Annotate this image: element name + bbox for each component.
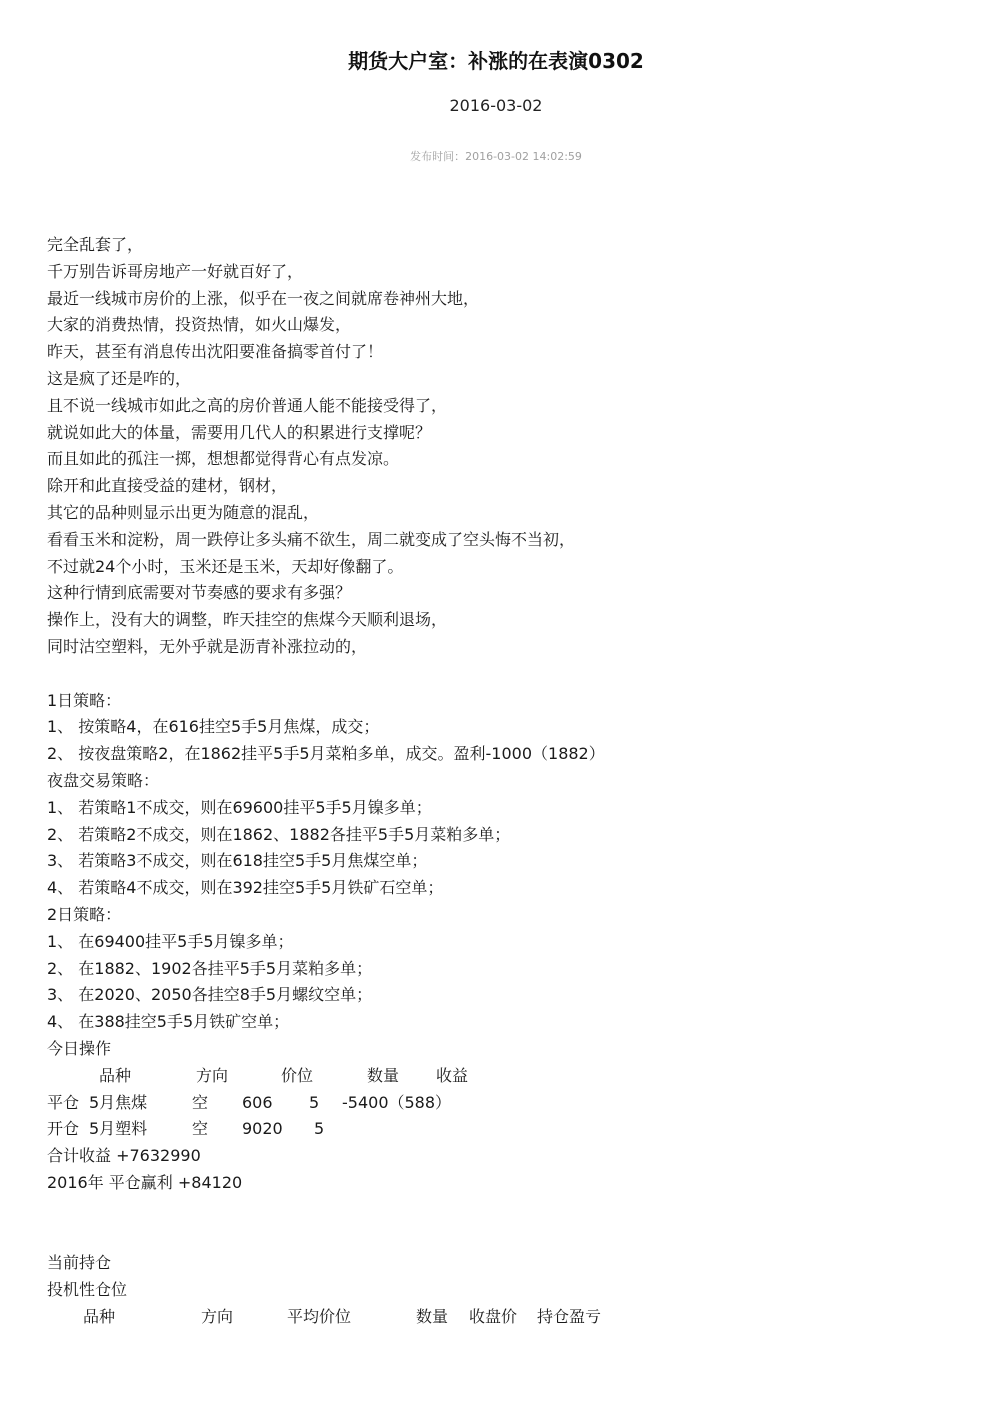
strategy-item: 1、 按策略4，在616挂空5手5月焦煤，成交； bbox=[47, 717, 380, 737]
col-header-avg-price: 平均价位 bbox=[287, 1306, 352, 1326]
paragraph: 昨天，甚至有消息传出沈阳要准备搞零首付了！ bbox=[47, 342, 384, 362]
spacer bbox=[47, 1197, 947, 1224]
strategy-item: 2、 若策略2不成交，则在1862、1882各挂平5手5月菜粕多单； bbox=[47, 824, 511, 844]
col-header-direction: 方向 bbox=[201, 1306, 234, 1326]
today-ops-header-row bbox=[47, 1063, 947, 1090]
publish-time-value: 2016-03-02 14:02:59 bbox=[465, 150, 582, 163]
col-header-position-pnl: 持仓盈亏 bbox=[537, 1306, 602, 1326]
cell-qty: 5 bbox=[309, 1092, 320, 1112]
paragraph: 看看玉米和淀粉，周一跌停让多头痛不欲生，周二就变成了空头悔不当初， bbox=[47, 529, 576, 549]
year-profit: 2016年 平仓赢利 +84120 bbox=[47, 1172, 243, 1192]
spacer bbox=[47, 661, 947, 688]
total-profit: 合计收益 +7632990 bbox=[47, 1146, 201, 1166]
positions-header-row bbox=[47, 1304, 947, 1331]
paragraph: 且不说一线城市如此之高的房价普通人能不能接受得了， bbox=[47, 395, 448, 415]
cell-direction: 空 bbox=[192, 1119, 209, 1139]
strategy-item: 2、 在1882、1902各挂平5手5月菜粕多单； bbox=[47, 958, 373, 978]
paragraph: 同时沽空塑料，无外乎就是沥青补涨拉动的， bbox=[47, 636, 368, 656]
cell-direction: 空 bbox=[192, 1092, 209, 1112]
strategy-item: 1、 若策略1不成交，则在69600挂平5手5月镍多单； bbox=[47, 797, 432, 817]
paragraph: 这是疯了还是咋的， bbox=[47, 368, 192, 388]
cell-qty: 5 bbox=[314, 1119, 325, 1139]
cell-profit: -5400（588） bbox=[342, 1092, 452, 1112]
article-body bbox=[47, 232, 947, 1331]
strategy-item: 3、 在2020、2050各挂空8手5月螺纹空单； bbox=[47, 985, 373, 1005]
strategy-day1-heading: 1日策略： bbox=[47, 690, 122, 710]
strategy-item: 2、 按夜盘策略2，在1862挂平5手5月菜粕多单，成交。盈利-1000（1882） bbox=[47, 744, 605, 764]
col-header-variety: 品种 bbox=[99, 1065, 132, 1085]
cell-variety: 5月焦煤 bbox=[89, 1092, 148, 1112]
night-strategy-heading: 夜盘交易策略： bbox=[47, 770, 160, 790]
publish-time-label: 发布时间： bbox=[410, 150, 466, 163]
strategy-day2-heading: 2日策略： bbox=[47, 904, 122, 924]
paragraph: 完全乱套了， bbox=[47, 235, 144, 254]
col-header-close-price: 收盘价 bbox=[469, 1306, 518, 1326]
col-header-price: 价位 bbox=[281, 1065, 314, 1085]
paragraph: 就说如此大的体量，需要用几代人的积累进行支撑呢？ bbox=[47, 422, 432, 442]
paragraph: 不过就24个小时，玉米还是玉米，天却好像翻了。 bbox=[47, 556, 404, 576]
positions-subheading: 投机性仓位 bbox=[47, 1280, 128, 1300]
col-header-profit: 收益 bbox=[436, 1065, 469, 1085]
cell-price: 9020 bbox=[242, 1119, 283, 1139]
cell-price: 606 bbox=[242, 1092, 273, 1112]
cell-action: 平仓 bbox=[47, 1092, 80, 1112]
today-ops-row bbox=[47, 1090, 947, 1117]
article-title: 期货大户室：补涨的在表演0302 bbox=[348, 49, 644, 73]
publish-time bbox=[0, 150, 992, 164]
paragraph: 其它的品种则显示出更为随意的混乱， bbox=[47, 502, 320, 522]
paragraph: 而且如此的孤注一掷，想想都觉得背心有点发凉。 bbox=[47, 449, 400, 469]
cell-action: 开仓 bbox=[47, 1119, 80, 1139]
strategy-item: 1、 在69400挂平5手5月镍多单； bbox=[47, 931, 294, 951]
strategy-item: 4、 若策略4不成交，则在392挂空5手5月铁矿石空单； bbox=[47, 878, 444, 898]
strategy-item: 4、 在388挂空5手5月铁矿空单； bbox=[47, 1012, 290, 1032]
article-date: 2016-03-02 bbox=[449, 96, 543, 115]
col-header-variety: 品种 bbox=[83, 1306, 116, 1326]
today-ops-row bbox=[47, 1116, 947, 1143]
paragraph: 除开和此直接受益的建材，钢材， bbox=[47, 476, 288, 496]
col-header-direction: 方向 bbox=[196, 1065, 229, 1085]
cell-variety: 5月塑料 bbox=[89, 1119, 148, 1139]
paragraph: 千万别告诉哥房地产一好就百好了， bbox=[47, 261, 304, 281]
paragraph: 操作上，没有大的调整，昨天挂空的焦煤今天顺利退场， bbox=[47, 610, 448, 630]
positions-heading: 当前持仓 bbox=[47, 1253, 112, 1273]
strategy-item: 3、 若策略3不成交，则在618挂空5手5月焦煤空单； bbox=[47, 851, 428, 871]
paragraph: 这种行情到底需要对节奏感的要求有多强？ bbox=[47, 583, 352, 603]
paragraph: 大家的消费热情，投资热情，如火山爆发， bbox=[47, 315, 352, 335]
col-header-qty: 数量 bbox=[367, 1065, 400, 1085]
col-header-qty: 数量 bbox=[416, 1306, 449, 1326]
spacer bbox=[47, 1223, 947, 1250]
paragraph: 最近一线城市房价的上涨，似乎在一夜之间就席卷神州大地， bbox=[47, 288, 480, 308]
today-ops-heading: 今日操作 bbox=[47, 1038, 112, 1058]
